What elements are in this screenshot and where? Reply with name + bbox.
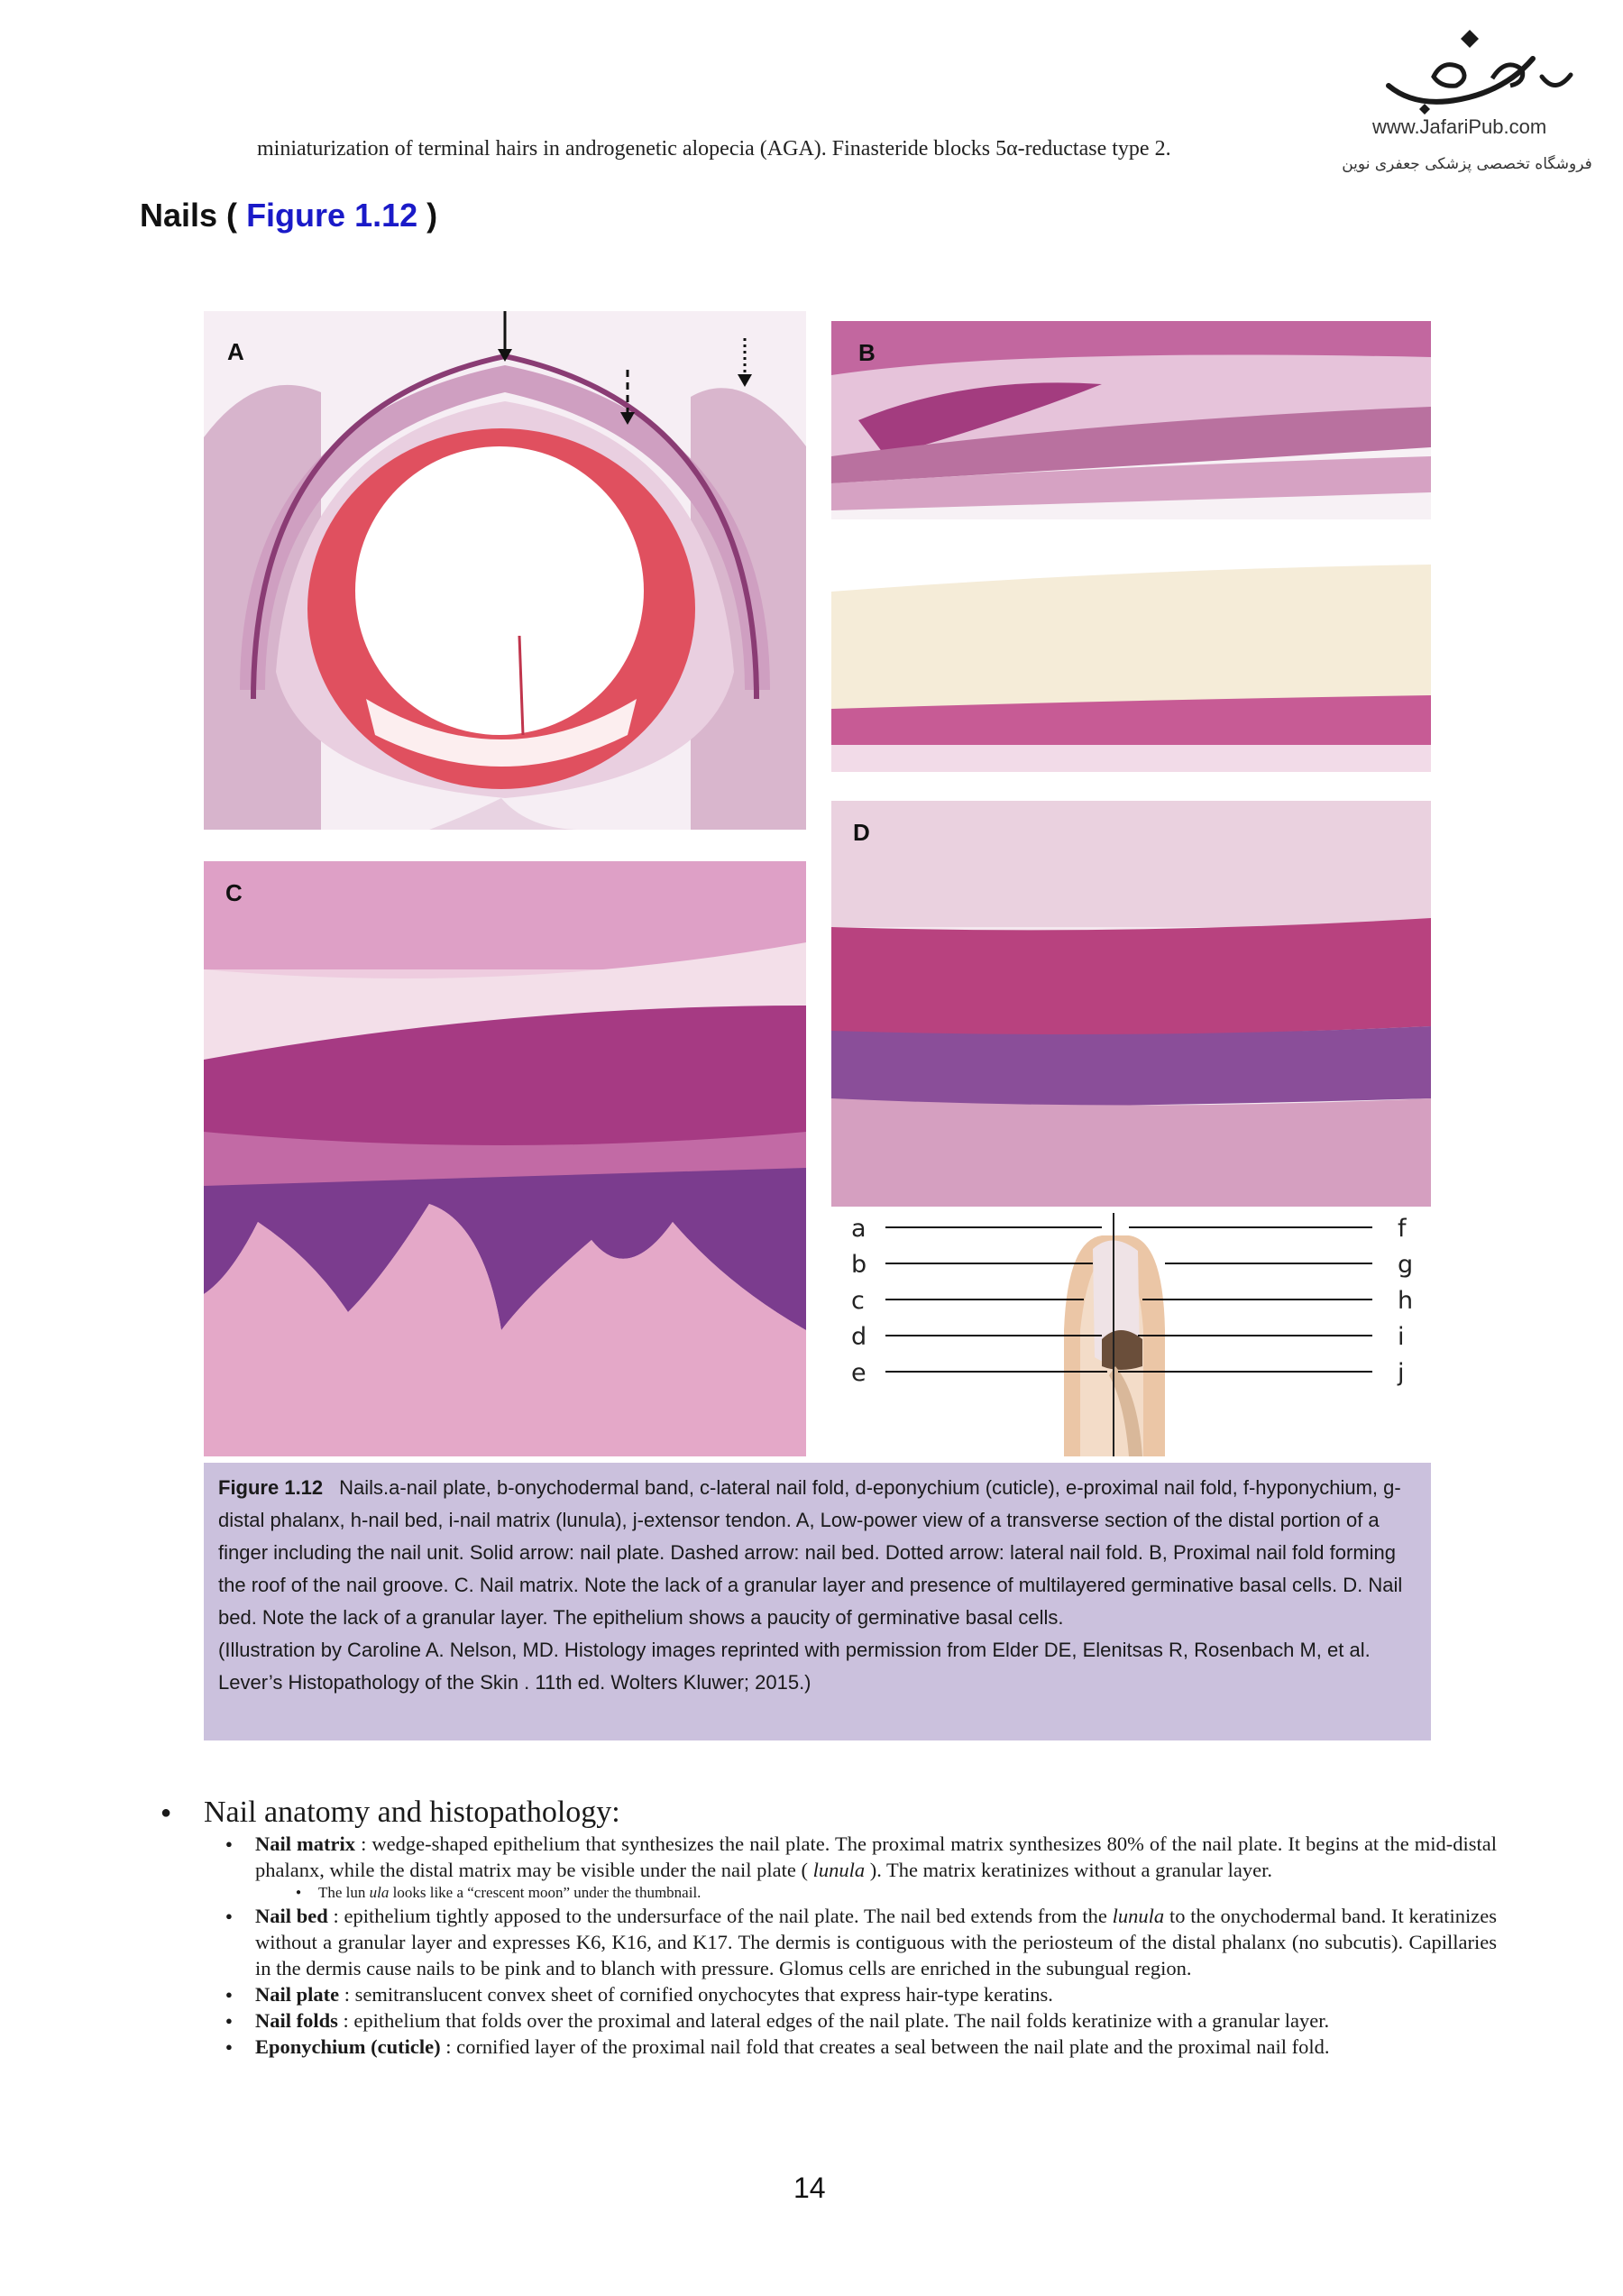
- nail-plate-text: : semitranslucent convex sheet of cornified onychocytes that express hair-type keratins.: [339, 1983, 1053, 2006]
- section-title-suffix: ): [426, 197, 438, 234]
- nail-matrix-text-2: ). The matrix keratinizes without a granular layer.: [865, 1859, 1273, 1881]
- diagram-letter-c: c: [851, 1287, 865, 1315]
- histology-panel-d: [831, 801, 1431, 1207]
- panel-d-label: D: [853, 819, 870, 846]
- term-nail-plate: Nail plate: [255, 1983, 340, 2006]
- nail-diagram-svg: [831, 1213, 1431, 1456]
- diagram-letter-h: h: [1398, 1287, 1414, 1315]
- content-list: [135, 1795, 1497, 2060]
- eponychium-text: : cornified layer of the proximal nail fold that creates a seal between the nail plate and the proximal nail fold.: [440, 2035, 1330, 2058]
- figure-link[interactable]: Figure 1.12: [246, 197, 418, 234]
- section-title-prefix: Nails (: [140, 197, 238, 234]
- diagram-letter-i: i: [1398, 1323, 1405, 1351]
- nail-anatomy-diagram: [831, 1213, 1431, 1456]
- list-item-eponychium: [135, 2034, 1497, 2060]
- list-item-nail-matrix: [135, 1831, 1497, 1883]
- panel-a-label: A: [227, 338, 244, 365]
- lunula-text-1: The lun: [318, 1884, 370, 1901]
- panel-b-label: B: [858, 339, 876, 366]
- running-text: miniaturization of terminal hairs in androgenetic alopecia (AGA). Finasteride blocks 5α-reductase type 2.: [257, 137, 1171, 161]
- diagram-letter-a: a: [851, 1215, 867, 1243]
- panel-c-label: C: [225, 879, 243, 906]
- nail-matrix-text-1: : wedge-shaped epithelium that synthesizes the nail plate. The proximal matrix synthesizes 80% of the nail plate. It begins at the mid-distal phalanx, while the distal matrix may be visible under the nail plate (: [255, 1832, 1497, 1881]
- nail-folds-text: : epithelium that folds over the proximal and lateral edges of the nail plate. The nail folds keratinize with a granular layer.: [337, 2009, 1330, 2032]
- caption-figure-label: Figure 1.12: [218, 1476, 324, 1499]
- term-eponychium: Eponychium (cuticle): [255, 2035, 441, 2058]
- panel-a-image: [204, 311, 806, 830]
- lunula-text-2: looks like a “crescent moon” under the thumbnail.: [389, 1884, 701, 1901]
- diagram-letter-e: e: [851, 1359, 867, 1387]
- content-heading: ● Nail anatomy and histopathology:: [135, 1795, 1497, 1831]
- panel-d-image: [831, 801, 1431, 1207]
- list-item-nail-plate: [135, 1981, 1497, 2007]
- panel-b-image: [831, 321, 1431, 772]
- histology-panel-a: [204, 311, 806, 830]
- list-subitem-lunula: [135, 1883, 1497, 1903]
- panel-c-image: [204, 861, 806, 1456]
- nail-bed-text-1: : epithelium tightly apposed to the undersurface of the nail plate. The nail bed extends from the: [327, 1905, 1113, 1927]
- histology-panel-c: [204, 861, 806, 1456]
- diagram-letter-b: b: [851, 1251, 867, 1279]
- diagram-letter-j: j: [1398, 1359, 1405, 1387]
- caption-text: Nails.a-nail plate, b-onychodermal band, c-lateral nail fold, d-eponychium (cuticle), e-proximal nail fold, f-hyponychium, g-distal phalanx, h-nail bed, i-nail matrix (lunula), j-extensor tendon. A, Low-power view of a transverse section of the distal portion of a finger including the nail unit. Solid arrow: nail plate. Dashed arrow: nail bed. Dotted arrow: lateral nail fold. B, Proximal nail fold forming the roof of the nail groove. C. Nail matrix. Note the lack of a granular layer and presence of multilayered germinative basal cells. D. Nail bed. Note the lack of a granular layer. The epithelium shows a paucity of germinative basal cells.: [218, 1476, 1403, 1629]
- nail-matrix-italic: lunula: [812, 1859, 866, 1881]
- lunula-italic: ula: [369, 1884, 390, 1901]
- logo-tagline: فروشگاه تخصصی پزشکی جعفری نوین: [1342, 155, 1592, 173]
- term-nail-matrix: Nail matrix: [255, 1832, 356, 1855]
- caption-credit: (Illustration by Caroline A. Nelson, MD. Histology images reprinted with permission from Elder DE, Elenitsas R, Rosenbach M, et al. Lever’s Histopathology of the Skin . 11th ed. Wolters Kluwer; 2015.): [218, 1639, 1371, 1694]
- logo-calligraphy-icon: [1334, 23, 1596, 122]
- section-heading: [140, 197, 437, 234]
- nail-bed-italic: lunula: [1112, 1905, 1165, 1927]
- histology-panel-b: [831, 321, 1431, 772]
- term-nail-bed: Nail bed: [255, 1905, 328, 1927]
- page-number: 14: [793, 2172, 826, 2204]
- diagram-letter-g: g: [1398, 1251, 1414, 1279]
- list-item-nail-folds: [135, 2007, 1497, 2034]
- figure-caption: [204, 1463, 1431, 1740]
- diagram-letter-f: f: [1398, 1215, 1407, 1243]
- logo-url: www.JafariPub.com: [1372, 115, 1547, 138]
- nail-bed-text-2: to the onychodermal band. It keratinizes without a granular layer and expresses K6, K16, and K17. The dermis is contiguous with the periosteum of the distal phalanx (no subcutis). Capillaries in the dermis cause nails to be pink and to blanch with pressure. Glomus cells are enriched in the subungual region.: [255, 1905, 1497, 1979]
- term-nail-folds: Nail folds: [255, 2009, 338, 2032]
- diagram-letter-d: d: [851, 1323, 867, 1351]
- list-item-nail-bed: [135, 1903, 1497, 1981]
